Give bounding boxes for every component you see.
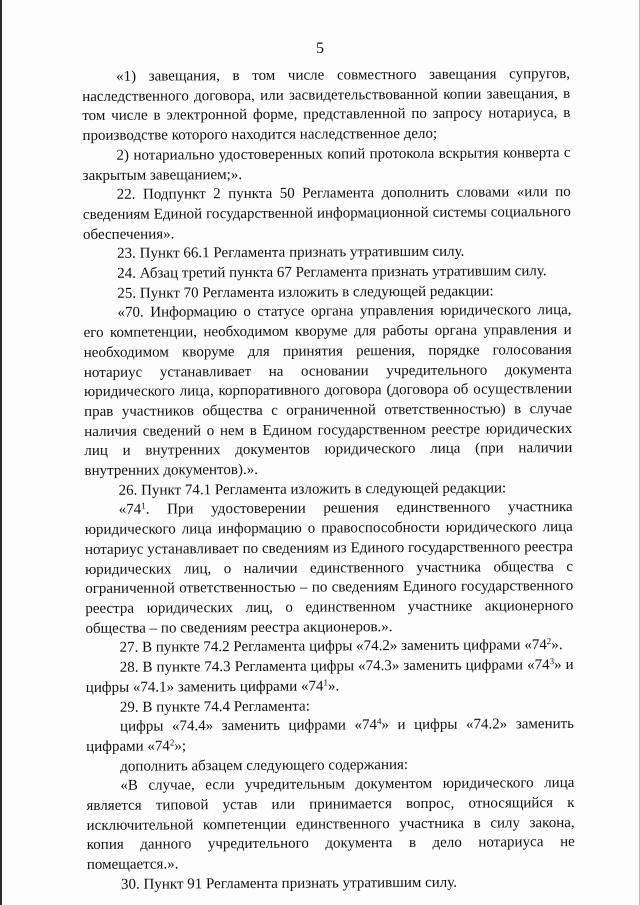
paragraph: 29. В пункте 74.4 Регламента: — [119, 698, 310, 716]
text-run: » и цифры «74.1» заменить цифрами «74 — [85, 657, 574, 696]
paragraph: 30. Пункт 91 Регламента признать утратившим силу. — [120, 874, 458, 893]
paragraph: дополнить абзацем следующего содержания: — [120, 756, 409, 775]
paragraph: 22. Подпункт 2 пункта 50 Регламента дополнить словами «или по сведениям Единой государственной информационной системы социального обеспечения». — [82, 184, 571, 243]
text-run: ». — [327, 678, 340, 695]
paragraph: «В случае, если учредительным документом юридического лица является типовой устав или принимается вопрос, относящийся к исключительной компетенции единственного участника в силу закона, копия данного учредительного документа в дело нотариуса не помещается.». — [86, 775, 575, 874]
text-run: 28. В пункте 74.3 Регламента цифры «74.3» заменить цифрами «74 — [119, 657, 550, 676]
superscript-index: 1 — [323, 677, 329, 688]
page-number: 5 — [316, 40, 324, 57]
paragraph: 2) нотариально удостоверенных копий протокола вскрытия конверта с закрытым завещанием;». — [82, 144, 571, 184]
document-body — [82, 65, 575, 895]
paragraph: «1) завещания, в том числе совместного завещания супругов, наследственного договора, или засвидетельствованной копии завещания, в том числе в электронной форме, представленной по запросу нотариуса, в производстве которого находится наследственное дело; — [82, 66, 571, 145]
text-run: «74 — [118, 502, 142, 519]
superscript-index: 2 — [546, 636, 552, 647]
paragraph: «70. Информацию о статусе органа управления юридического лица, его компетенции, необходимом кворуме для работы органа управления и необходимом кворуме для принятия решения, порядке голосования нотариус устанавливает на основании учредительного документа юридического лица, корпоративного договора (договора об осуществлении прав участников общества с ограниченной ответственностью) в случае наличия сведений о нем в Едином государственном реестре юридических лиц и внутренних документов юридического лица (при наличии внутренних документов).». — [83, 302, 573, 480]
superscript-index: 1 — [141, 501, 146, 512]
text-run: »; — [174, 738, 187, 755]
text-run: 27. В пункте 74.2 Регламента цифры «74.2» заменить цифрами «74 — [119, 637, 547, 657]
superscript-index: 2 — [169, 737, 175, 748]
paragraph — [86, 656, 574, 698]
paragraph — [85, 498, 574, 639]
superscript-index: 3 — [549, 656, 555, 667]
paragraph: 23. Пункт 66.1 Регламента признать утратившим силу. — [117, 243, 465, 263]
text-run: ». — [551, 637, 563, 654]
superscript-index: 4 — [376, 716, 382, 727]
paragraph: 26. Пункт 74.1 Регламента изложить в следующей редакции: — [118, 480, 507, 499]
paragraph: 24. Абзац третий пункта 67 Регламента признать утратившим силу. — [117, 263, 547, 282]
text-run: » и цифры «74.2» заменить цифрами «74 — [86, 716, 575, 755]
scan-left-edge — [0, 0, 2, 905]
paragraph: 25. Пункт 70 Регламента изложить в следующей редакции: — [117, 283, 494, 302]
text-run: . При удостоверении решения единственного участника юридического лица информацию о правоспособности юридического лица нотариус устанавливает по сведениям из Единого государственного реестра юридических лиц, о наличии единственного участника общества с ограниченной ответственностью – по сведениям Единого государственного реестра юридических лиц, о единственном участнике акционерного общества – по сведениям реестра акционеров.». — [84, 499, 574, 637]
paragraph — [86, 715, 574, 757]
text-run: цифры «74.4» заменить цифрами «74 — [119, 717, 378, 735]
